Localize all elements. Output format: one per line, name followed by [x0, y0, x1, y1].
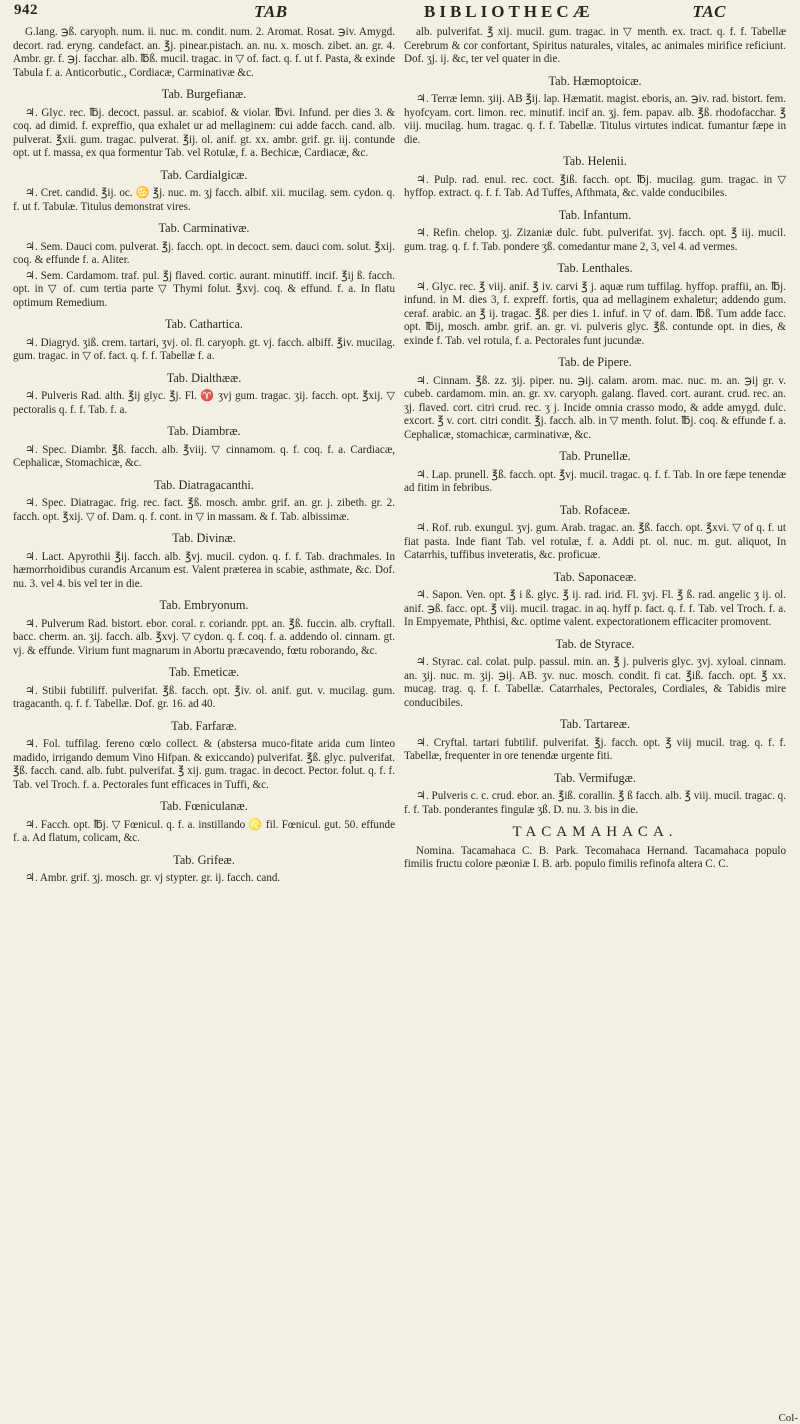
section-heading: Tab. Prunellæ. [559, 449, 631, 463]
section-heading: Tab. Lenthales. [557, 261, 633, 275]
recipe-paragraph: ♃. Cret. candid. ℥ij. oc. ♋ ℥j. nuc. m. ʒj facch. albif. xii. mucilag. sem. cydon. q. f. ut f. Tabulæ. Titulus demonstrat vires. [13, 187, 395, 213]
section-heading: Tab. Diatragacanthi. [154, 477, 254, 492]
section-heading: Tab. Embryonum. [159, 598, 249, 612]
recipe-paragraph: Nomina. Tacamahaca C. B. Park. Tecomahaca Hernand. Tacamahaca populo fimilis fructu colore pæoniæ I. B. arb. populo fimilis refinofa altera C. C. [404, 844, 786, 870]
section-heading: Tab. Emeticæ. [168, 665, 240, 679]
catchword: Col- [778, 1412, 798, 1424]
recipe-paragraph: ♃. Sem. Cardamom. traf. pul. ℥j flaved. cortic. aurant. minutiff. incif. ℥ij ß. facch. opt. in ▽ of. cum tertia parte ▽ Thymi folut. ℥xvj. coq. & effund. f. a. In flatu optimum Remedium. [13, 269, 395, 309]
recipe-paragraph: ♃. Stibii fubtiliff. pulverifat. ℥ß. facch. opt. ℥iv. ol. anif. gut. v. mucilag. gum. tragacanth. q. f. f. Tabellæ. Dof. gr. 16. ad 40. [13, 684, 395, 710]
recipe-paragraph: alb. pulverifat. ℥ xij. mucil. gum. tragac. in ▽ menth. ex. tract. q. f. f. Tabellæ Cerebrum & cor confortant, Spiritus naturales, vitales, ac animales mirifice reficiunt. Dof. ʒj. ij. &c, ter vel quater in die. [404, 26, 786, 65]
recipe-paragraph: ♃. Sapon. Ven. opt. ℥ i ß. glyc. ℥ ij. rad. irid. Fl. ʒvj. Fl. ℥ ß. rad. angelic ʒ ij. ol. anif. ℈ß. facc. opt. ℥ viij. mucil. tragac. in aq. hyff p. fact. q. f. f. Tab. vel Troch. f. a. In Empyemate, Phthisi, &c. optime valent. expectorationem efficaciter promovent. [404, 589, 786, 628]
recipe-paragraph: ♃. Terræ lemn. ʒiij. AB ℥ij. lap. Hæmatit. magist. eboris, an. ℈iv. rad. bistort. fem. hyofcyam. cort. limon. rec. minutif. incif an. ʒj. fem. papav. alb. ℥ß. rhodofacchar. ℥ viij. mucilag. hum. tragac. q. f. f. Tabellæ. Titulus virtutes indicat. fumantur fæpe in die. [404, 93, 786, 146]
recipe-paragraph: ♃. Ambr. grif. ʒj. mosch. gr. vj stypter. gr. ij. facch. cand. [25, 872, 281, 884]
recipe-paragraph: ♃. Sem. Dauci com. pulverat. ℥j. facch. opt. in decoct. sem. dauci com. solut. ℥xij. coq. & effunde f. a. Aliter. [13, 240, 395, 266]
section-heading: Tab. Rofaceæ. [559, 502, 631, 517]
recipe-paragraph: ♃. Pulp. rad. enul. rec. coct. ℥iß. facch. opt. ℔j. mucilag. gum. tragac. in ▽ hyffop. extract. q. f. f. Tab. Ad Tuffes, Afthmata, &c. valde conducibiles. [404, 173, 786, 199]
recipe-paragraph: ♃. Lact. Apyrothii ℥ij. facch. alb. ℥vj. mucil. cydon. q. f. f. Tab. drachmales. In hæmorrhoidibus curandis Arcanum est. Valent præterea in scabie, asthmate, &c. Dof. nu. 3. vel 4. bis vel ter in die. [13, 550, 395, 590]
section-heading: Tab. Hæmoptoicæ. [548, 73, 642, 88]
section-heading: Tab. Infantum. [558, 207, 632, 222]
recipe-paragraph: ♃. Rof. rub. exungul. ʒvj. gum. Arab. tragac. an. ℥ß. facch. opt. ℥xvi. ▽ of q. f. ut fiat pasta. Inde fiant Tab. vel rotulæ, f. a. Addi pt. ol. nuc. m. gut. aliquot, In Catarrhis, tuffibus inveteratis, &c. proficuæ. [404, 522, 786, 561]
section-heading: Tab. Cathartica. [164, 317, 243, 331]
section-heading: Tab. Dialthææ. [166, 370, 242, 385]
recipe-paragraph: ♃. Facch. opt. ℔j. ▽ Fœnicul. q. f. a. instillando ♌ fil. Fœnicul. gut. 50. effunde f. a. Ad flatum, colicam, &c. [13, 818, 395, 844]
recipe-paragraph: ♃. Lap. prunell. ℥ß. facch. opt. ℥vj. mucil. tragac. q. f. f. Tab. In ore fæpe tenendæ ad fitim in febribus. [404, 468, 786, 494]
right-text-column [404, 26, 786, 1418]
header-center-word: BIBLIOTHECÆ [424, 2, 594, 21]
header-left-word: TAB [254, 2, 288, 21]
recipe-paragraph: ♃. Spec. Diatragac. frig. rec. fact. ℥ß. mosch. ambr. grif. an. gr. j. zibeth. gr. 2. facch. opt. ℥xij. ▽ of. Dam. q. f. cont. in ▽ in massam. & f. Tab. albissimæ. [13, 497, 395, 523]
recipe-paragraph: ♃. Cinnam. ℥ß. zz. ʒij. piper. nu. ℈ij. calam. arom. mac. nuc. m. an. ℈ij gr. v. cubeb. cardamom. min. an. gr. xv. caryoph. galang. flaved. cort. aurant. crud. rec. an. ʒj. flaved. cort. citri crud. rec. ʒ j. Incide omnia crasso modo, & adde amygd. dulc. excort. ℥ v. cort. citri condit. ℥j. facch. alb. in ▽ menth. folut. ℔j. coq. & effunde f. a. Cephalicæ, stomachicæ, carminativæ, &c. [404, 374, 786, 441]
left-text-column [13, 26, 395, 1418]
recipe-paragraph: ♃. Refin. chelop. ʒj. Zizaniæ dulc. fubt. pulverifat. ʒvj. facch. opt. ℥ iij. mucil. gum. trag. q. f. f. Tab. pondere ʒß. comedantur mane 2, 3, vel 4. ad vermes. [404, 227, 786, 253]
section-heading: Tab. Burgefianæ. [161, 87, 247, 101]
recipe-paragraph: ♃. Pulverum Rad. bistort. ebor. coral. r. coriandr. ppt. an. ℥ß. fuccin. alb. cryftall. bacc. cherm. an. ʒij. facch. alb. ℥xvj. ▽ cydon. q. f. coq. f. a. addendo ol. cinnam. gt. vj. & effunde. Virium funt magnarum in Abortu præcavendo, fœtu roborando, &c. [13, 617, 395, 657]
page-number: 942 [14, 2, 38, 18]
header-right-word: TAC [692, 2, 726, 21]
recipe-paragraph: ♃. Cryftal. tartari fubtilif. pulverifat. ℥j. facch. opt. ℥ viij mucil. trag. q. f. f. Tabellæ, frequenter in ore tenendæ urgente fiti. [404, 736, 786, 762]
recipe-paragraph: ♃. Spec. Diambr. ℥ß. facch. alb. ℥viij. ▽ cinnamom. q. f. coq. f. a. Cardiacæ, Cephalicæ, Stomachicæ, &c. [13, 443, 395, 469]
recipe-paragraph: G.lang. ℈ß. caryoph. num. ii. nuc. m. condit. num. 2. Aromat. Rosat. ℈iv. Amygd. decort. rad. eryng. candefact. an. ℥j. pinear.pistach. an. nu. x. mosch. zibet. an. gr. 4. Ambr. gr. f. ℈j. facchar. alb. ℔ß. mucil. tragac. in ▽ of. fact. q. f. ut f. Pasta, & exinde Tabula f. a. Anticorbutic., Cordiacæ, Carminativæ &c. [13, 26, 395, 79]
section-heading: Tab. Fœniculanæ. [160, 799, 248, 813]
running-header [14, 2, 786, 22]
recipe-paragraph: ♃. Glyc. rec. ℥ viij. anif. ℥ iv. carvi ℥ j. aquæ rum tuffilag. hyffop. praffii, an. ℔j. infund. in Μ. dies 3, f. expreff. fortis, qua ad mellaginem exhaletur; addendo gum. ceraf. arabic. an ℥ ij. tragac. ℥ß. per dies 1. infuf. in ▽ of. dam. ℔ß. Tum adde facc. opt. ℔ij, mosch. ambr. grif. an. gr. vi. pulveris glyc. ℥ß. contunde opt. in dies, & exinde f. Tab. vel rotula, f. a. Pectorales funt jucundæ. [404, 280, 786, 347]
recipe-paragraph: ♃. Glyc. rec. ℔j. decoct. passul. ar. scabiof. & violar. ℔vi. Infund. per dies 3. & coq. ad dimid. f. expreffio, qua exhalet ur ad mellaginem: cui adde facch. cand. alb. pulverat. ℥xii. gum. tragac. pulverat. ℥ij. ol. anif. gt. xx. ambr. grif. gr. iij. contunde opt. ut f. massa, ex qua formentur Tab. vel Rotulæ, f. a. Bechicæ, Cardiacæ, &c. [13, 106, 395, 159]
section-heading: Tab. Tartareæ. [559, 717, 631, 731]
recipe-paragraph: ♃. Styrac. cal. colat. pulp. passul. min. an. ℥ j. pulveris glyc. ʒvj. xyloal. cinnam. an. ʒij. nuc. m. ʒij. ℈ij. AB. ʒv. nuc. mosch. condit. fi cat. ℥iß. facch. opt. ℥ xx. mucag. trag. q. f. f. Tabellæ. Catarrhales, Pectorales, Cordiales, & Tabidis mire conducibiles. [404, 656, 786, 709]
section-heading: Tab. Farfaræ. [171, 718, 237, 733]
recipe-paragraph: ♃. Diagryd. ʒiß. crem. tartari, ʒvj. ol. fl. caryoph. gt. vj. facch. albiff. ℥iv. mucilag. gum. tragac. in ▽ of. fact. q. f. f. Tabellæ f. a. [13, 336, 395, 362]
section-heading: Tab. Saponaceæ. [553, 569, 637, 584]
section-heading: Tab. Carminativæ. [158, 221, 250, 235]
section-heading: Tab. Grifeæ. [173, 852, 235, 867]
section-heading: Tab. de Styrace. [555, 636, 635, 651]
recipe-paragraph: ♃. Fol. tuffilag. fereno cœlo collect. & (abstersa muco-fitate arida cum linteo madido, irrigando demum Vino Hifpan. & exiccando) pulverifat. ℥ß. glyc. pulverifat. ℥ß. facch. cand. alb. fubt. pulverifat. ℥ xij. gum. tragac. in decoct. Pector. folut. q. f. f. Tab. vel Troch. f. a. Pectorales funt efficaces in Tuffi, &c. [13, 738, 395, 791]
recipe-paragraph: ♃. Pulveris Rad. alth. ℥ij glyc. ℥j. Fl. ♈ ʒvj gum. tragac. ʒij. facch. opt. ℥xij. ▽ pectoralis q. f. f. Tab. f. a. [13, 390, 395, 416]
section-heading: Tab. Helenii. [563, 154, 627, 168]
section-heading: Tab. Diambræ. [167, 424, 241, 438]
entry-heading: TACAMAHACA. [512, 824, 678, 840]
recipe-paragraph: ♃. Pulveris c. c. crud. ebor. an. ℥iß. corallin. ℥ ß facch. alb. ℥ viij. mucil. tragac. q. f. f. Tab. ponderantes fingulæ ʒß. D. nu. 3. bis in die. [404, 790, 786, 816]
section-heading: Tab. Divinæ. [172, 531, 236, 545]
section-heading: Tab. de Pipere. [558, 355, 632, 369]
section-heading: Tab. Cardialgicæ. [160, 167, 248, 182]
section-heading: Tab. Vermifugæ. [554, 770, 636, 785]
